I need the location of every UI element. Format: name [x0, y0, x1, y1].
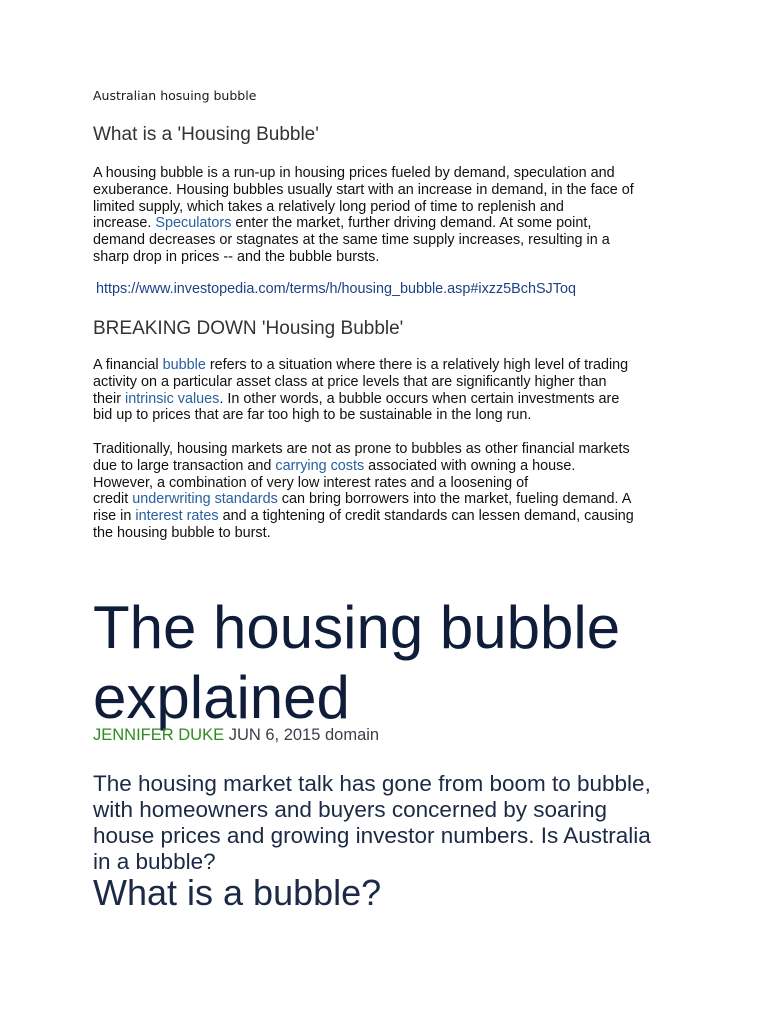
- article-lead: [93, 771, 651, 875]
- text-segment: can bring borrowers into the market, fueling demand. A: [277, 491, 632, 508]
- carrying-costs-link[interactable]: carrying costs: [275, 457, 365, 474]
- text-line: [93, 491, 693, 508]
- lead-line: house prices and growing investor numbers. Is Australia: [93, 823, 651, 848]
- lead-line: The housing market talk has gone from boom to bubble,: [93, 771, 651, 796]
- text-line: [93, 458, 693, 475]
- section-heading-breaking-down: BREAKING DOWN 'Housing Bubble': [93, 318, 404, 339]
- text-line: [93, 215, 693, 232]
- bubble-link[interactable]: bubble: [162, 357, 206, 373]
- section-heading-what-is: What is a 'Housing Bubble': [93, 124, 319, 145]
- text-segment: increase.: [93, 215, 156, 232]
- text-segment: refers to a situation where there is a relatively high level of trading: [205, 357, 629, 373]
- text-segment: A financial: [93, 357, 163, 373]
- financial-bubble-paragraph: [93, 357, 693, 424]
- text-line: [93, 357, 693, 374]
- text-line: limited supply, which takes a relatively long period of time to replenish and: [93, 198, 564, 215]
- housing-markets-paragraph: [93, 441, 693, 542]
- text-line: [93, 508, 693, 525]
- underwriting-standards-link[interactable]: underwriting standards: [132, 491, 278, 508]
- definition-paragraph: [93, 165, 693, 266]
- text-segment: rise in: [93, 508, 136, 525]
- speculators-link[interactable]: Speculators: [155, 215, 232, 232]
- text-segment: and a tightening of credit standards can lessen demand, causing: [218, 508, 634, 525]
- what-is-a-bubble-heading: What is a bubble?: [93, 872, 382, 913]
- article-byline: [93, 726, 379, 745]
- text-line: exuberance. Housing bubbles usually start with an increase in demand, in the face of: [93, 181, 634, 198]
- text-line: sharp drop in prices -- and the bubble bursts.: [93, 248, 380, 265]
- lead-line: with homeowners and buyers concerned by soaring: [93, 797, 608, 822]
- text-line: A housing bubble is a run-up in housing prices fueled by demand, speculation and: [93, 165, 615, 181]
- document-title: Australian hosuing bubble: [93, 88, 257, 103]
- interest-rates-link[interactable]: interest rates: [135, 508, 219, 525]
- text-segment: enter the market, further driving demand. At some point,: [231, 215, 592, 232]
- investopedia-source-link[interactable]: https://www.investopedia.com/terms/h/housing_bubble.asp#ixzz5BchSJToq: [96, 281, 576, 297]
- intrinsic-values-link[interactable]: intrinsic values: [125, 390, 220, 407]
- text-line: However, a combination of very low interest rates and a loosening of: [93, 474, 529, 491]
- text-segment: associated with owning a house.: [364, 457, 576, 474]
- text-segment: due to large transaction and: [93, 457, 276, 474]
- text-line: [93, 391, 693, 408]
- text-line: demand decreases or stagnates at the same time supply increases, resulting in a: [93, 232, 610, 249]
- article-date-source: JUN 6, 2015 domain: [224, 726, 380, 744]
- article-title: [93, 593, 620, 733]
- text-segment: . In other words, a bubble occurs when certain investments are: [219, 390, 620, 407]
- lead-line: in a bubble?: [93, 849, 216, 874]
- author-name: JENNIFER DUKE: [93, 726, 225, 744]
- text-line: Traditionally, housing markets are not as prone to bubbles as other financial markets: [93, 441, 630, 457]
- text-segment: credit: [93, 491, 133, 508]
- text-line: activity on a particular asset class at price levels that are significantly higher than: [93, 373, 607, 390]
- text-segment: their: [93, 390, 125, 407]
- text-line: bid up to prices that are far too high to be sustainable in the long run.: [93, 407, 532, 424]
- article-title-line: The housing bubble: [93, 594, 621, 661]
- article-title-line: explained: [93, 664, 350, 731]
- text-line: the housing bubble to burst.: [93, 524, 271, 541]
